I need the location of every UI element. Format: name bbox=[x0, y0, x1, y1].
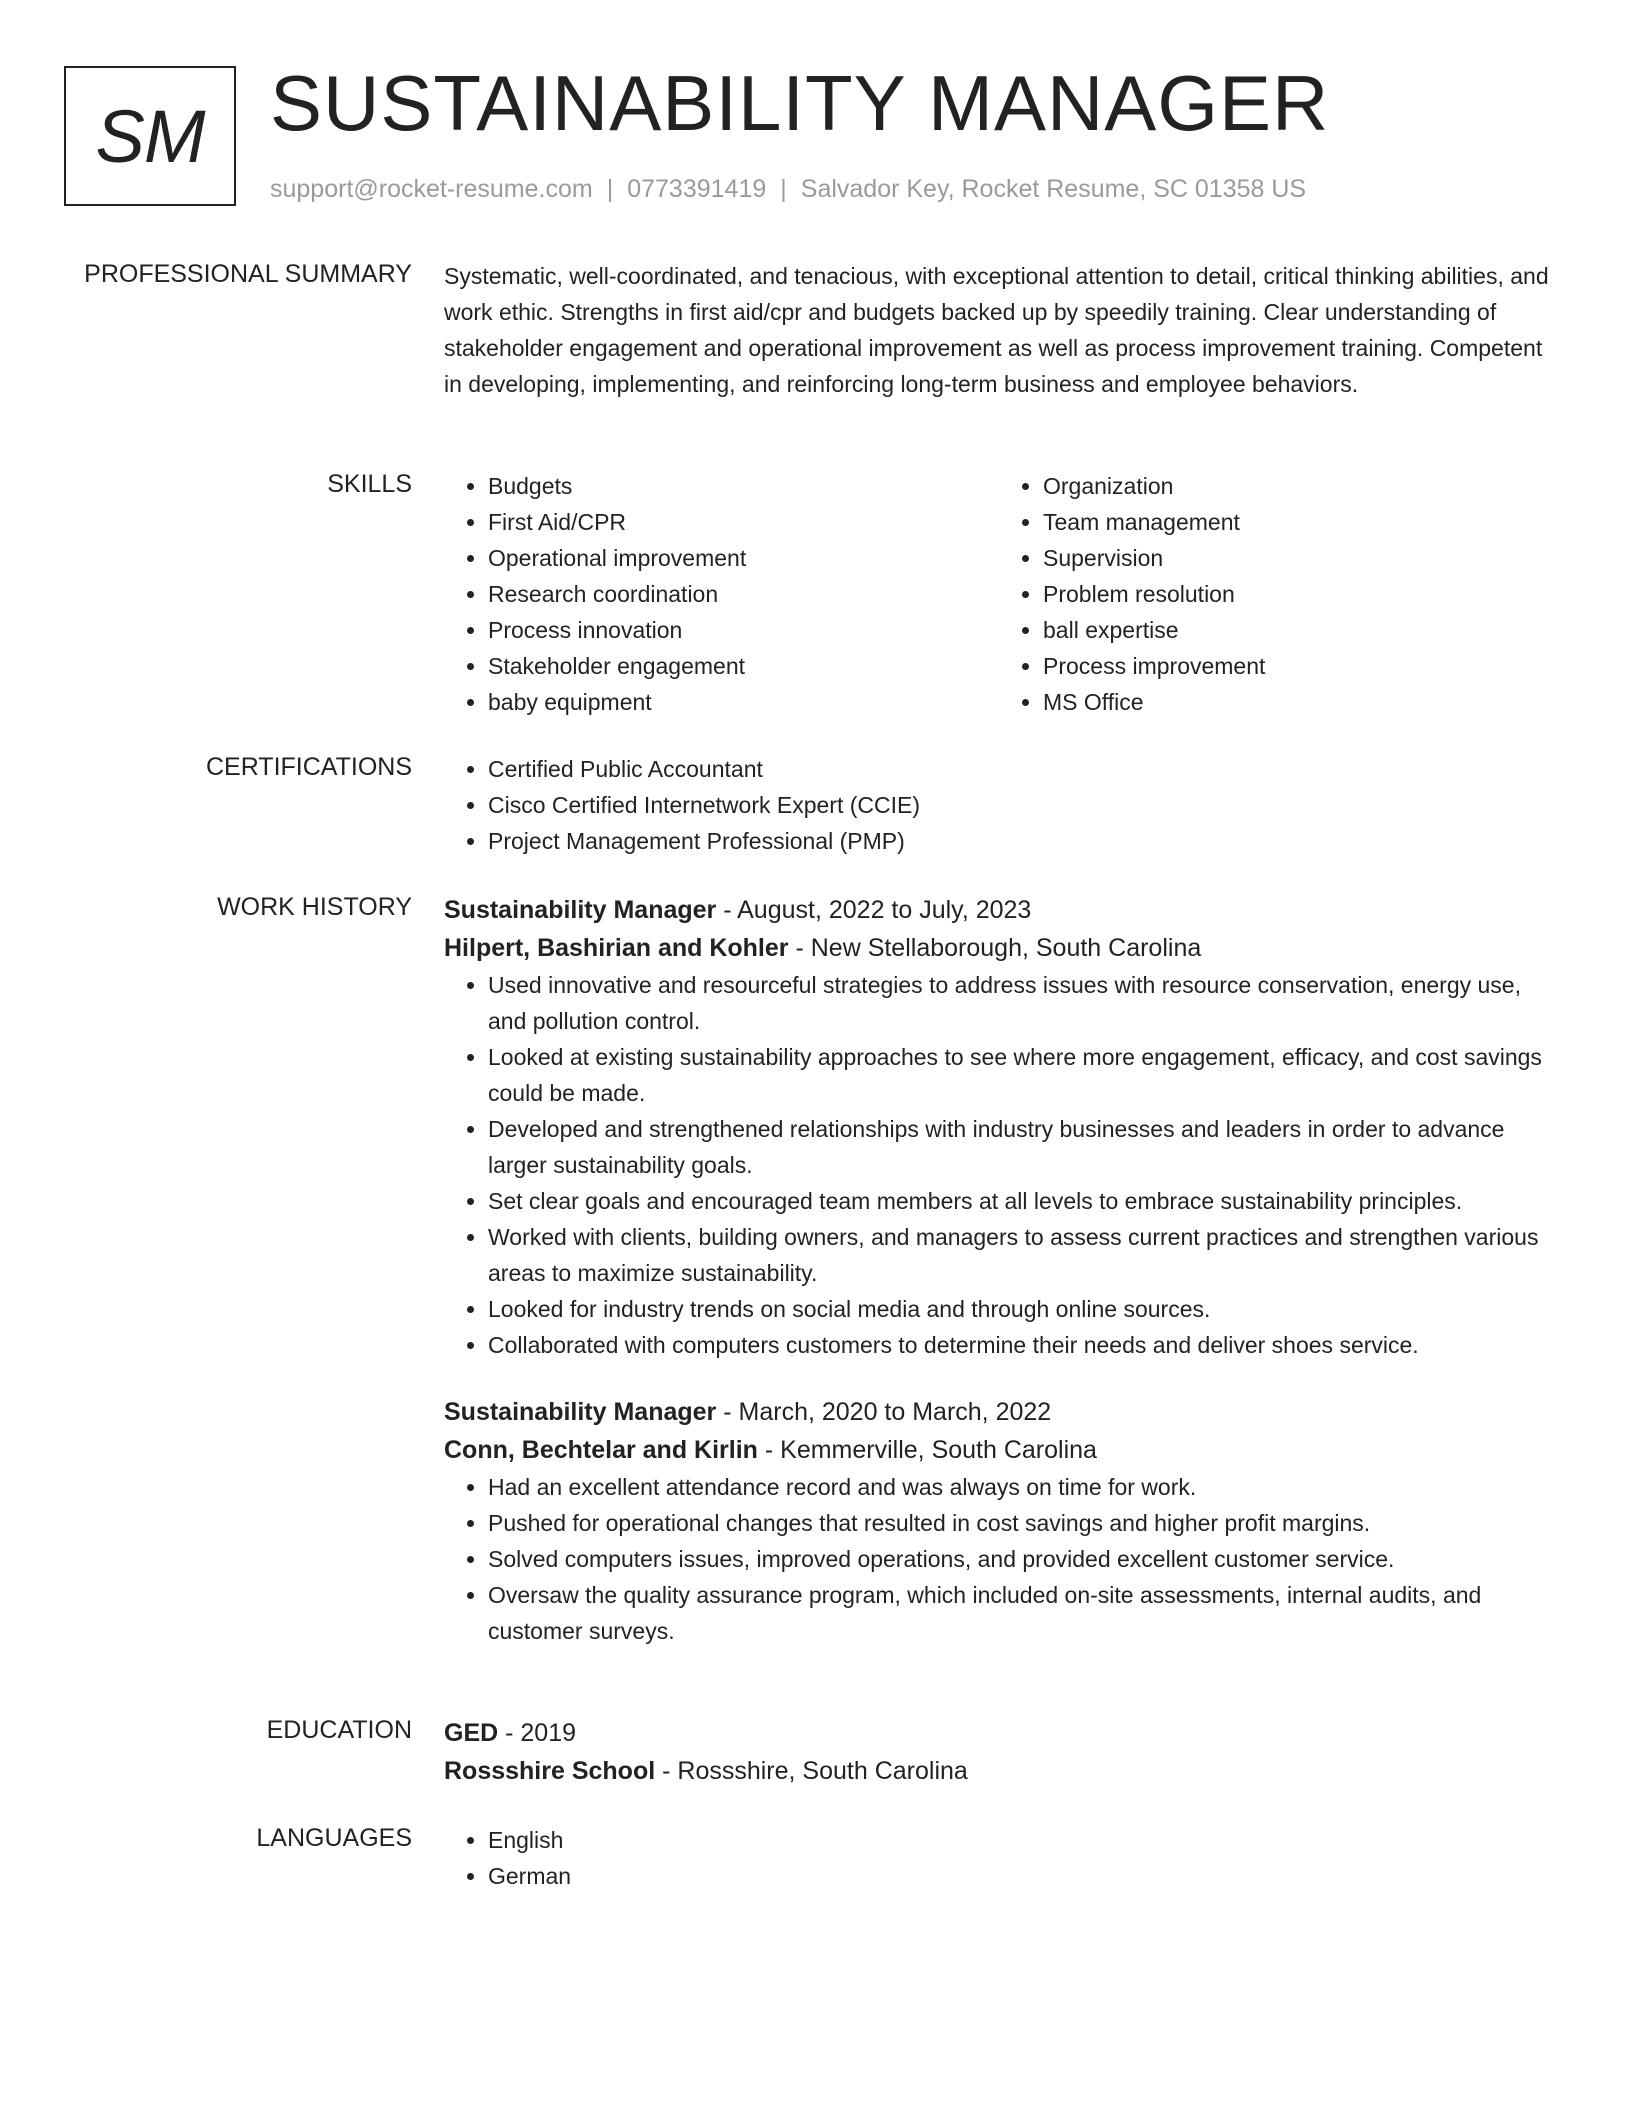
job-title-line bbox=[444, 891, 1554, 929]
section-heading: SKILLS bbox=[327, 470, 412, 498]
skills-list-right bbox=[999, 468, 1554, 720]
monogram-logo bbox=[64, 66, 236, 206]
job-location: - Kemmerville, South Carolina bbox=[757, 1436, 1097, 1464]
certification-item: • Certified Public Accountant bbox=[488, 751, 1554, 787]
skill-item: • Operational improvement bbox=[488, 540, 999, 576]
education-body bbox=[444, 1714, 1554, 1790]
education-degree: GED bbox=[444, 1719, 499, 1747]
education-year: - 2019 bbox=[498, 1719, 577, 1747]
page-title: SUSTAINABILITY MANAGER bbox=[270, 59, 1330, 147]
job-company-line bbox=[444, 929, 1554, 967]
job-location: - New Stellaborough, South Carolina bbox=[788, 934, 1202, 962]
job-company: Conn, Bechtelar and Kirlin bbox=[444, 1436, 758, 1464]
job-company-line bbox=[444, 1431, 1554, 1469]
job-bullet: • Had an excellent attendance record and was always on time for work. bbox=[488, 1469, 1554, 1505]
job-bullet: • Worked with clients, building owners, and managers to assess current practices and strengthen various areas to maximize sustainability. bbox=[488, 1219, 1554, 1291]
job-title: Sustainability Manager bbox=[444, 1398, 717, 1426]
job-bullet: • Collaborated with computers customers to determine their needs and deliver shoes service. bbox=[488, 1327, 1554, 1363]
section-heading: WORK HISTORY bbox=[217, 893, 412, 921]
skill-item: • Organization bbox=[1043, 468, 1554, 504]
language-item: • German bbox=[488, 1858, 1554, 1894]
skill-item: • Problem resolution bbox=[1043, 576, 1554, 612]
skill-item: • First Aid/CPR bbox=[488, 504, 999, 540]
job-entry bbox=[444, 1393, 1554, 1649]
education-location: - Rossshire, South Carolina bbox=[655, 1757, 968, 1785]
job-bullets bbox=[444, 967, 1554, 1363]
contact-phone[interactable]: 0773391419 bbox=[627, 175, 767, 203]
education-degree-line bbox=[444, 1714, 1554, 1752]
job-title: Sustainability Manager bbox=[444, 896, 717, 924]
job-company: Hilpert, Bashirian and Kohler bbox=[444, 934, 789, 962]
work-history-body bbox=[444, 891, 1554, 1649]
language-item: • English bbox=[488, 1822, 1554, 1858]
monogram-text: SM bbox=[95, 94, 205, 178]
section-heading: PROFESSIONAL SUMMARY bbox=[84, 260, 412, 288]
skills-body bbox=[444, 468, 1554, 720]
education-school: Rossshire School bbox=[444, 1757, 656, 1785]
summary-body bbox=[444, 258, 1554, 402]
job-title-line bbox=[444, 1393, 1554, 1431]
skill-item: • Process improvement bbox=[1043, 648, 1554, 684]
job-bullet: • Solved computers issues, improved operations, and provided excellent customer service. bbox=[488, 1541, 1554, 1577]
contact-separator: | bbox=[780, 175, 787, 203]
languages-list bbox=[444, 1822, 1554, 1894]
skill-item: • Stakeholder engagement bbox=[488, 648, 999, 684]
education-school-line bbox=[444, 1752, 1554, 1790]
contact-line bbox=[270, 174, 1306, 204]
certification-item: • Project Management Professional (PMP) bbox=[488, 823, 1554, 859]
certifications-body bbox=[444, 751, 1554, 859]
skill-item: • MS Office bbox=[1043, 684, 1554, 720]
summary-text: Systematic, well-coordinated, and tenacious, with exceptional attention to detail, critical thinking abilities, and work ethic. Strengths in first aid/cpr and budgets backed up by speedily training. Clear understanding of stakeholder engagement and operational improvement as well as process improvement training. Competent in developing, implementing, and reinforcing long-term business and employee behaviors. bbox=[444, 263, 1549, 397]
section-heading: LANGUAGES bbox=[256, 1824, 412, 1852]
skill-item: • Process innovation bbox=[488, 612, 999, 648]
job-bullet: • Pushed for operational changes that resulted in cost savings and higher profit margins. bbox=[488, 1505, 1554, 1541]
job-bullet: • Set clear goals and encouraged team members at all levels to embrace sustainability principles. bbox=[488, 1183, 1554, 1219]
skill-item: • Budgets bbox=[488, 468, 999, 504]
contact-email[interactable]: support@rocket-resume.com bbox=[270, 175, 593, 203]
job-bullet: • Looked for industry trends on social media and through online sources. bbox=[488, 1291, 1554, 1327]
skills-list-left bbox=[444, 468, 999, 720]
skill-item: • ball expertise bbox=[1043, 612, 1554, 648]
certification-item: • Cisco Certified Internetwork Expert (CCIE) bbox=[488, 787, 1554, 823]
contact-separator: | bbox=[606, 175, 614, 203]
contact-address: Salvador Key, Rocket Resume, SC 01358 US bbox=[800, 175, 1307, 203]
job-bullets bbox=[444, 1469, 1554, 1649]
skill-item: • Team management bbox=[1043, 504, 1554, 540]
certifications-list bbox=[444, 751, 1554, 859]
languages-body bbox=[444, 1822, 1554, 1894]
job-bullet: • Developed and strengthened relationships with industry businesses and leaders in order to advance larger sustainability goals. bbox=[488, 1111, 1554, 1183]
job-bullet: • Used innovative and resourceful strategies to address issues with resource conservation, energy use, and pollution control. bbox=[488, 967, 1554, 1039]
job-bullet: • Looked at existing sustainability approaches to see where more engagement, efficacy, and cost savings could be made. bbox=[488, 1039, 1554, 1111]
skill-item: • baby equipment bbox=[488, 684, 999, 720]
job-dates: - March, 2020 to March, 2022 bbox=[716, 1398, 1052, 1426]
skill-item: • Supervision bbox=[1043, 540, 1554, 576]
job-dates: - August, 2022 to July, 2023 bbox=[716, 896, 1032, 924]
section-heading: EDUCATION bbox=[266, 1716, 412, 1744]
job-bullet: • Oversaw the quality assurance program, which included on-site assessments, internal audits, and customer surveys. bbox=[488, 1577, 1554, 1649]
skill-item: • Research coordination bbox=[488, 576, 999, 612]
job-entry bbox=[444, 891, 1554, 1363]
section-heading: CERTIFICATIONS bbox=[205, 753, 412, 781]
